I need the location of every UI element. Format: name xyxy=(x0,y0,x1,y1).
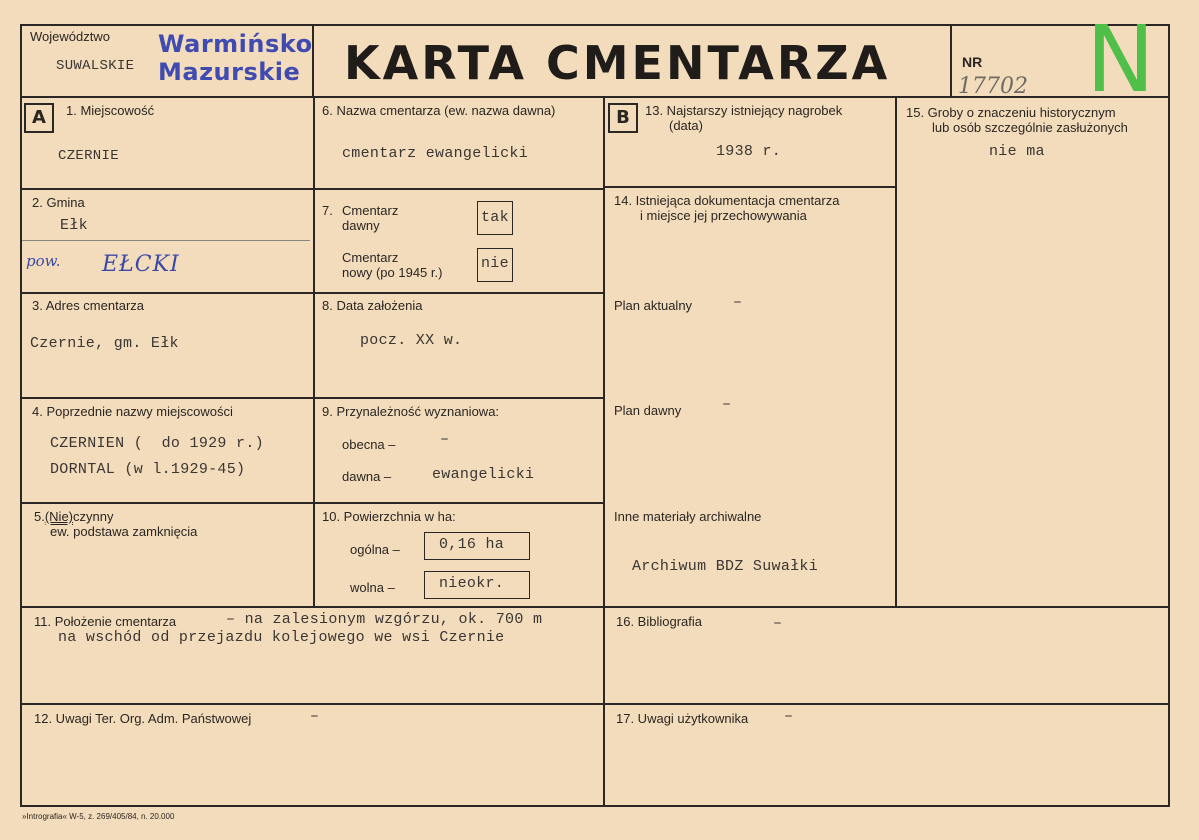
obecna-value: – xyxy=(440,431,450,448)
nowy-value: nie xyxy=(481,255,509,272)
field-3-value: Czernie, gm. Ełk xyxy=(30,335,179,352)
wolna-value: nieokr. xyxy=(439,575,505,592)
nr-label: NR xyxy=(962,54,983,70)
field-5-nie: (Nie) xyxy=(44,509,74,524)
field-17-value: – xyxy=(784,708,794,725)
cmentarz-nowy-label-2: nowy (po 1945 r.) xyxy=(342,265,443,280)
inne-materialy-label: Inne materiały archiwalne xyxy=(614,509,762,524)
field-15-label-2: lub osób szczególnie zasłużonych xyxy=(932,120,1128,135)
column-divider-c xyxy=(895,96,897,608)
field-16-value: – xyxy=(773,615,783,632)
pow-label: pow. xyxy=(26,252,61,270)
field-4-value-1: CZERNIEN ( do 1929 r.) xyxy=(50,435,264,452)
field-15-label-1: 15. Groby o znaczeniu historycznym xyxy=(906,105,1116,120)
nowy-checkbox xyxy=(477,248,513,282)
field-5-czynny: czynny xyxy=(73,509,114,524)
wolna-label: wolna – xyxy=(350,580,395,595)
inne-materialy-value: Archiwum BDZ Suwałki xyxy=(632,558,819,575)
row-divider-5 xyxy=(20,606,1170,608)
plan-aktualny-label: Plan aktualny xyxy=(614,298,693,313)
field-12-value: – xyxy=(310,708,320,725)
field-8-value: pocz. XX w. xyxy=(360,332,463,349)
row-divider-1 xyxy=(20,188,605,190)
field-1-value: CZERNIE xyxy=(58,148,119,164)
printer-imprint: »Intrografia« W-5, z. 269/405/84, n. 20.000 xyxy=(22,812,175,821)
field-16-label: 16. Bibliografia xyxy=(616,614,702,629)
row-divider-4 xyxy=(20,502,605,504)
wojewodztwo-typed: SUWALSKIE xyxy=(56,58,135,74)
field-10-label: 10. Powierzchnia w ha: xyxy=(322,509,456,524)
field-1-label: 1. Miejscowość xyxy=(66,103,155,118)
field-11-value-2: na wschód od przejazdu kolejowego we wsi Czernie xyxy=(58,629,505,646)
ogolna-box xyxy=(424,532,530,560)
plan-dawny-label: Plan dawny xyxy=(614,403,682,418)
field-14-label-2: i miejsce jej przechowywania xyxy=(640,208,807,223)
field-9-label: 9. Przynależność wyznaniowa: xyxy=(322,404,500,419)
dawna-label: dawna – xyxy=(342,469,392,484)
field-5-label-line2: ew. podstawa zamknięcia xyxy=(50,524,198,539)
row-divider-2 xyxy=(20,292,605,294)
frame-right-line xyxy=(1168,24,1170,807)
field-6-label: 6. Nazwa cmentarza (ew. nazwa dawna) xyxy=(322,103,556,118)
field-2-value: Ełk xyxy=(60,217,88,234)
region-stamp-line2: Mazurskie xyxy=(158,58,301,86)
ogolna-value: 0,16 ha xyxy=(439,536,505,553)
field-4-label: 4. Poprzednie nazwy miejscowości xyxy=(32,404,233,419)
dawna-value: ewangelicki xyxy=(432,466,535,483)
field-2-label: 2. Gmina xyxy=(32,195,85,210)
gmina-underline xyxy=(22,240,310,241)
dawny-value: tak xyxy=(481,209,509,226)
header-divider-2 xyxy=(950,24,952,97)
field-13-label-1: 13. Najstarszy istniejący nagrobek xyxy=(645,103,843,118)
row-divider-6 xyxy=(20,703,1170,705)
green-marker-letter: N xyxy=(1086,6,1155,113)
cmentarz-dawny-label-2: dawny xyxy=(342,218,380,233)
field-13-value: 1938 r. xyxy=(716,143,782,160)
field-6-value: cmentarz ewangelicki xyxy=(342,145,529,162)
dawny-checkbox xyxy=(477,201,513,235)
field-5-num: 5. xyxy=(34,509,45,524)
column-divider-b xyxy=(603,96,605,805)
obecna-label: obecna – xyxy=(342,437,396,452)
frame-bottom-line xyxy=(20,805,1170,807)
field-7-num: 7. xyxy=(322,203,333,218)
nr-value: 17702 xyxy=(958,74,1028,99)
field-11-value-1: – na zalesionym wzgórzu, ok. 700 m xyxy=(226,611,543,628)
field-5-label xyxy=(34,509,113,524)
frame-top-line xyxy=(20,24,1170,26)
page-title: KARTA CMENTARZA xyxy=(344,36,891,90)
field-13-label-2: (data) xyxy=(669,118,703,133)
field-12-label: 12. Uwagi Ter. Org. Adm. Państwowej xyxy=(34,711,252,726)
field-3-label: 3. Adres cmentarza xyxy=(32,298,144,313)
cmentarz-nowy-label-1: Cmentarz xyxy=(342,250,399,265)
section-a-box: A xyxy=(24,103,54,133)
wojewodztwo-label: Województwo xyxy=(30,29,110,44)
ogolna-label: ogólna – xyxy=(350,542,400,557)
frame-left-line xyxy=(20,24,22,807)
field-11-label: 11. Położenie cmentarza xyxy=(34,614,177,629)
plan-dawny-value: – xyxy=(722,396,732,413)
field-15-value: nie ma xyxy=(989,143,1045,160)
plan-aktualny-value: – xyxy=(733,294,743,311)
row-divider-3 xyxy=(20,397,605,399)
column-divider-a xyxy=(313,96,315,608)
field-17-label: 17. Uwagi użytkownika xyxy=(616,711,749,726)
cmentarz-dawny-label-1: Cmentarz xyxy=(342,203,399,218)
wolna-box xyxy=(424,571,530,599)
section-b-box: B xyxy=(608,103,638,133)
field-8-label: 8. Data założenia xyxy=(322,298,423,313)
region-stamp-line1: Warmińsko xyxy=(158,30,313,58)
field-14-label-1: 14. Istniejąca dokumentacja cmentarza xyxy=(614,193,840,208)
field-4-value-2: DORNTAL (w l.1929-45) xyxy=(50,461,246,478)
pow-value: EŁCKI xyxy=(102,252,180,277)
row-divider-b1 xyxy=(603,186,895,188)
